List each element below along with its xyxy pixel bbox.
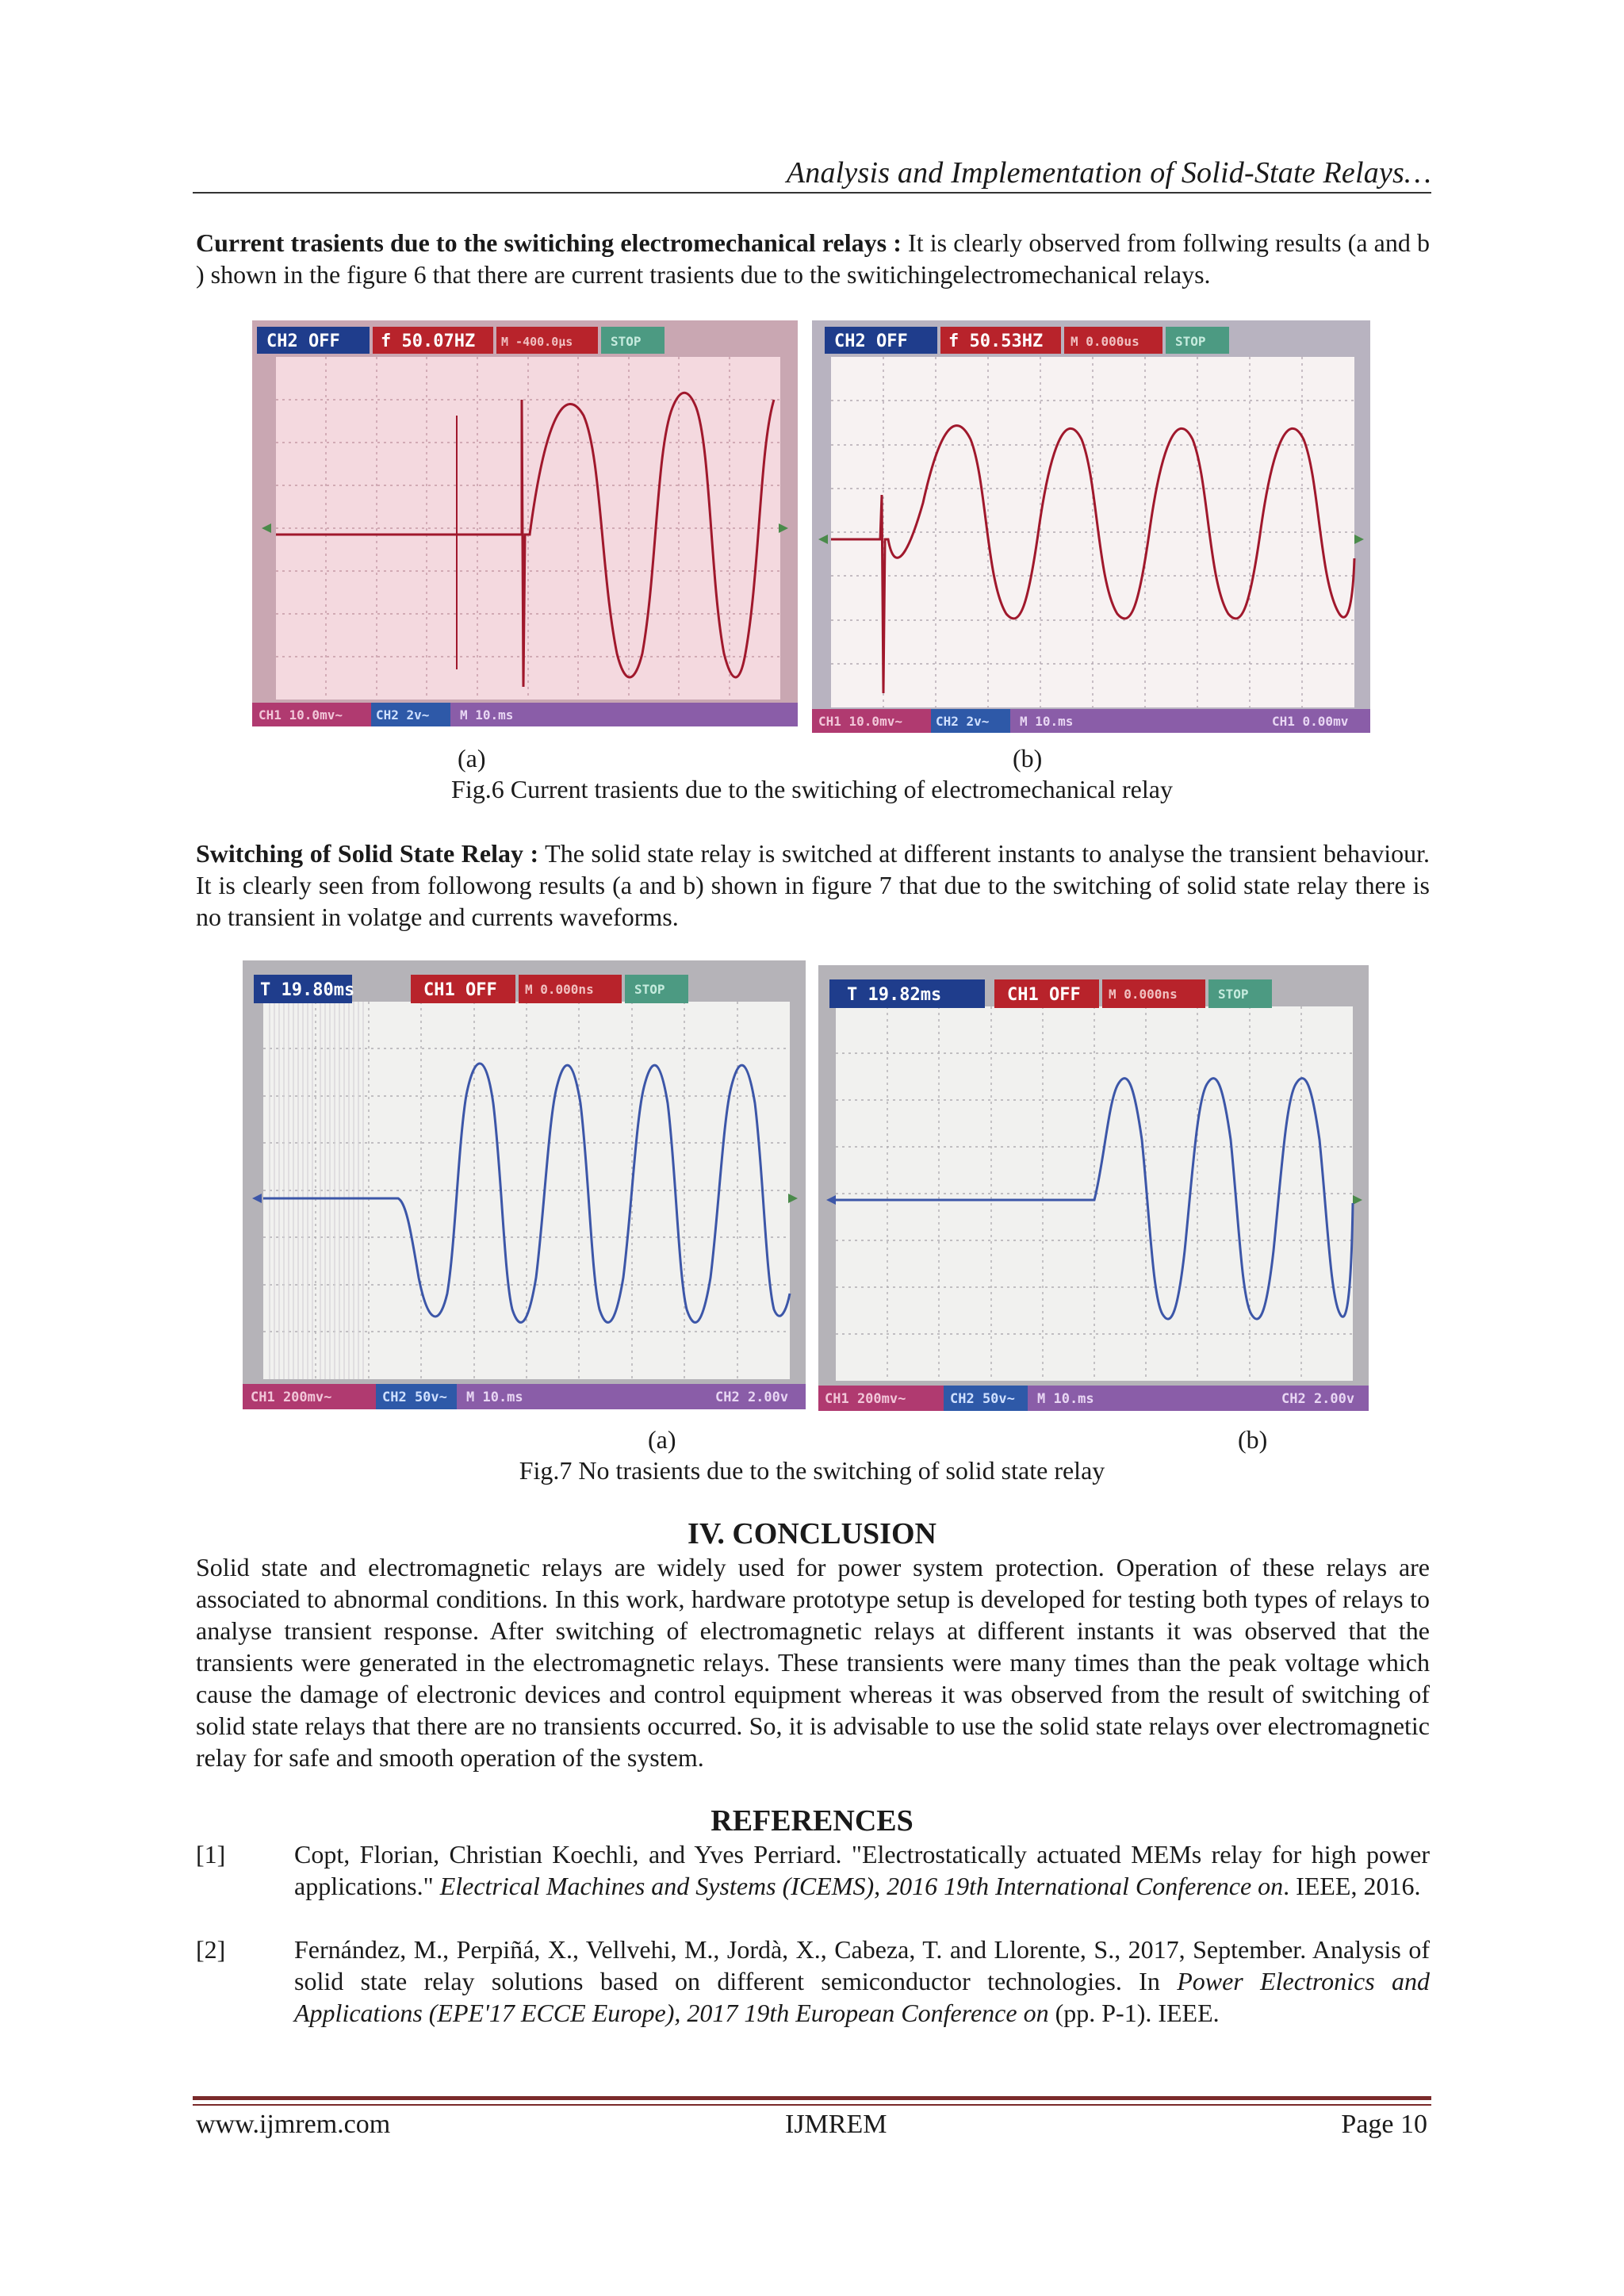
running-header-title: Analysis and Implementation of Solid-State Relays… <box>786 156 1431 190</box>
reference-venue: Electrical Machines and Systems (ICEMS), 2016 19th International Conference on <box>439 1872 1284 1900</box>
fig6-label-b: (b) <box>1013 744 1043 772</box>
fig7-label-a: (a) <box>648 1425 676 1454</box>
fig7a-bottom-ch1: CH1 200mv~ <box>251 1389 332 1405</box>
fig7b-state-label: STOP <box>1218 987 1249 1002</box>
fig7b-period-label: T 19.82ms <box>847 985 942 1005</box>
fig7-label-b: (b) <box>1238 1425 1268 1454</box>
fig6a-time-label: M -400.0μs <box>501 335 573 349</box>
references-heading: REFERENCES <box>710 1804 914 1838</box>
fig6-caption: Fig.6 Current trasients due to the switiching of electromechanical relay <box>451 775 1173 803</box>
fig7b-bottom-ch2: CH2 50v~ <box>950 1391 1015 1407</box>
paragraph-lead: Switching of Solid State Relay : <box>196 839 539 868</box>
fig7-scope-a-screen <box>243 960 806 1409</box>
fig6a-bottom-ch1: CH1 10.0mv~ <box>259 707 343 723</box>
fig6b-channel-label: CH2 OFF <box>834 332 908 351</box>
reference-number: [2] <box>196 1935 226 1964</box>
conclusion-heading: IV. CONCLUSION <box>688 1517 936 1550</box>
fig7-scope-b <box>818 965 1369 1411</box>
reference-text-part: . IEEE, 2016. <box>1283 1872 1421 1900</box>
reference-text <box>294 1934 1430 2029</box>
paragraph-text: It is clearly observed from follwing results (a and b ) shown in the figure 6 that there are current trasients due to the switichingelectromechanical relays. <box>196 228 1431 289</box>
fig6a-channel-label: CH2 OFF <box>266 332 340 351</box>
fig7b-bottom-ch2-offset: CH2 2.00v <box>1281 1391 1355 1407</box>
reference-number: [1] <box>196 1840 226 1869</box>
fig7a-bottom-ch2: CH2 50v~ <box>382 1389 447 1405</box>
footer-website-link[interactable]: www.ijmrem.com <box>196 2110 391 2139</box>
fig7a-channel-label: CH1 OFF <box>423 980 497 1000</box>
fig6a-bottom-ch2: CH2 2v~ <box>376 707 430 723</box>
footer-journal: IJMREM <box>785 2110 887 2139</box>
fig7-scope-b-screen <box>818 965 1369 1411</box>
fig7-caption: Fig.7 No trasients due to the switching of solid state relay <box>519 1456 1105 1485</box>
fig6a-state-label: STOP <box>611 334 642 349</box>
reference-item <box>196 1934 1430 2029</box>
header-rule <box>193 192 1431 194</box>
paragraph-current-transients <box>196 227 1430 290</box>
fig6a-freq-label: f 50.07HZ <box>381 332 476 351</box>
footer-page-number: Page 10 <box>1341 2110 1427 2139</box>
fig6b-time-label: M 0.000us <box>1071 334 1139 349</box>
fig6b-bottom-ch1: CH1 10.0mv~ <box>818 714 902 729</box>
fig7-scope-a <box>243 960 806 1409</box>
reference-item <box>196 1838 1430 1902</box>
fig6b-bottom-ch2: CH2 2v~ <box>936 714 990 729</box>
footer-rule <box>193 2096 1431 2100</box>
fig7b-bottom-ch1: CH1 200mv~ <box>825 1391 906 1407</box>
conclusion-paragraph: Solid state and electromagnetic relays are widely used for power system protection. Operation of these relays are associated to abnormal conditions. In this work, hardware prototype setup is developed for testing both types of relays to analyse transient response. After switching of electromagnetic relays at different instants it was observed that the transients were generated in the electromagnetic relays. These transients were many times than the peak voltage which cause the damage of electronic devices and control equipment whereas it was observed from the result of switching of solid state relays that there are no transients occurred. So, it is advisable to use the solid state relays over electromagnetic relay for safe and smooth operation of the system. <box>196 1553 1430 1772</box>
fig6b-freq-label: f 50.53HZ <box>948 332 1044 351</box>
fig6-scope-a-screen <box>252 320 798 726</box>
fig6-scope-a <box>252 320 798 726</box>
fig7a-state-label: STOP <box>634 982 665 997</box>
fig7a-bottom-timebase: M 10.ms <box>466 1389 523 1405</box>
reference-text-part: (pp. P-1). IEEE. <box>1048 1999 1220 2027</box>
reference-venue: Power Electronics and Applications (EPE'17 ECCE Europe), 2017 19th European Conference on <box>294 1967 1431 2027</box>
fig6b-bottom-ch1-offset: CH1 0.00mv <box>1272 714 1349 729</box>
fig6-scope-b <box>812 320 1370 733</box>
fig7a-bottom-ch2-offset: CH2 2.00v <box>715 1389 789 1405</box>
fig7b-channel-label: CH1 OFF <box>1007 985 1081 1005</box>
paragraph-lead: Current trasients due to the switiching electromechanical relays : <box>196 228 902 257</box>
fig7b-bottom-timebase: M 10.ms <box>1037 1391 1094 1407</box>
fig6-scope-b-screen <box>812 320 1370 733</box>
fig6b-state-label: STOP <box>1175 334 1206 349</box>
fig6b-bottom-timebase: M 10.ms <box>1020 714 1074 729</box>
reference-text-part: Fernández, M., Perpiñá, X., Vellvehi, M., Jordà, X., Cabeza, T. and Llorente, S., 2017, September. Analysis of solid state relay solutions based on different semiconductor technologies. In <box>294 1935 1430 1995</box>
fig6a-bottom-timebase: M 10.ms <box>460 707 514 723</box>
fig6-label-a: (a) <box>458 744 486 772</box>
fig7a-time-label: M 0.000ns <box>525 982 594 997</box>
reference-text <box>294 1838 1430 1902</box>
footer-rule-thin <box>193 2104 1431 2106</box>
fig7b-time-label: M 0.000ns <box>1109 987 1178 1002</box>
reference-text-part: Copt, Florian, Christian Koechli, and Yves Perriard. "Electrostatically actuated MEMs relay for high power applications." <box>294 1840 1430 1900</box>
paragraph-ssr-switching <box>196 838 1430 933</box>
fig7a-period-label: T 19.80ms <box>260 980 355 1000</box>
paragraph-text: The solid state relay is switched at different instants to analyse the transient behaviour. It is clearly seen from followong results (a and b) shown in figure 7 that due to the switching of solid state relay there is no transient in volatge and currents waveforms. <box>196 839 1431 931</box>
